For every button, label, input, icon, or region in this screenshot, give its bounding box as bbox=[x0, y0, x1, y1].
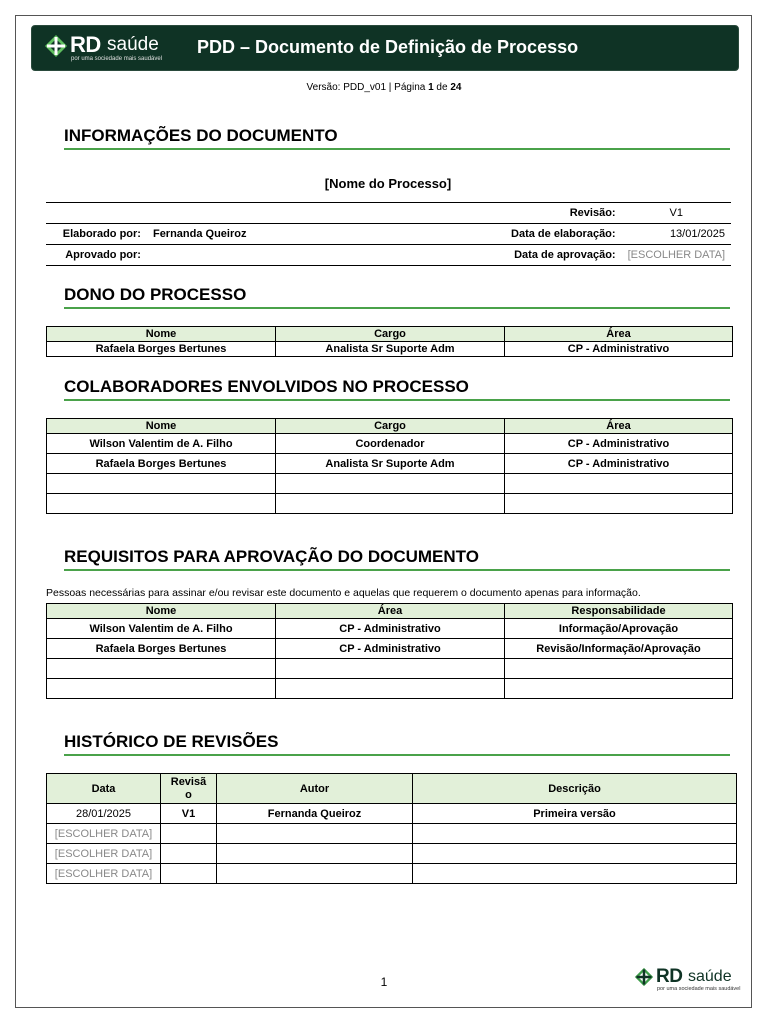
column-header: Cargo bbox=[276, 327, 505, 342]
diamond-logo-icon bbox=[44, 34, 68, 58]
section-rule bbox=[64, 399, 730, 401]
table-cell[interactable] bbox=[161, 864, 217, 884]
table-cell[interactable] bbox=[276, 494, 505, 514]
table-row bbox=[47, 342, 733, 357]
approval-date-picker[interactable]: [ESCOLHER DATA] bbox=[622, 245, 731, 266]
table-cell[interactable] bbox=[413, 824, 737, 844]
collaborators-table bbox=[46, 418, 733, 514]
table-cell[interactable] bbox=[413, 844, 737, 864]
approval-date-label: Data de aprovação: bbox=[494, 245, 622, 266]
table-cell[interactable]: Rafaela Borges Bertunes bbox=[47, 342, 276, 357]
table-cell[interactable] bbox=[47, 659, 276, 679]
table-cell[interactable] bbox=[276, 474, 505, 494]
table-cell[interactable]: CP - Administrativo bbox=[276, 639, 505, 659]
date-picker[interactable]: [ESCOLHER DATA] bbox=[47, 824, 161, 844]
process-name: [Nome do Processo] bbox=[324, 176, 452, 191]
table-cell[interactable]: Revisão/Informação/Aprovação bbox=[505, 639, 733, 659]
version-line bbox=[0, 82, 768, 93]
prepared-by-label: Elaborado por: bbox=[46, 224, 147, 245]
section-rule bbox=[64, 307, 730, 309]
table-cell[interactable] bbox=[413, 864, 737, 884]
table-row bbox=[47, 619, 733, 639]
table-cell[interactable]: Fernanda Queiroz bbox=[217, 804, 413, 824]
section-title-owner: DONO DO PROCESSO bbox=[64, 285, 247, 304]
table-row bbox=[47, 659, 733, 679]
footer-brand-logo bbox=[634, 966, 744, 994]
table-cell[interactable] bbox=[276, 679, 505, 699]
column-header: Revisã o bbox=[161, 774, 217, 804]
date-picker[interactable]: [ESCOLHER DATA] bbox=[47, 844, 161, 864]
table-cell[interactable] bbox=[505, 494, 733, 514]
column-header: Cargo bbox=[276, 419, 505, 434]
revision-value[interactable]: V1 bbox=[622, 203, 731, 224]
revision-label: Revisão: bbox=[494, 203, 622, 224]
table-row bbox=[47, 844, 737, 864]
version-middle: de bbox=[433, 82, 451, 93]
approval-table bbox=[46, 603, 733, 699]
table-cell[interactable] bbox=[276, 659, 505, 679]
owner-table bbox=[46, 326, 733, 357]
table-header-row bbox=[47, 419, 733, 434]
column-header: Área bbox=[505, 419, 733, 434]
section-rule bbox=[64, 148, 730, 150]
section-rule bbox=[64, 754, 730, 756]
table-row bbox=[47, 804, 737, 824]
current-page: 1 bbox=[428, 82, 434, 93]
table-cell[interactable]: Informação/Aprovação bbox=[505, 619, 733, 639]
approved-by-label: Aprovado por: bbox=[46, 245, 147, 266]
table-header-row bbox=[47, 604, 733, 619]
table-cell[interactable] bbox=[217, 824, 413, 844]
column-header: Data bbox=[47, 774, 161, 804]
column-header: Área bbox=[505, 327, 733, 342]
table-cell[interactable]: Rafaela Borges Bertunes bbox=[47, 639, 276, 659]
table-cell[interactable] bbox=[161, 844, 217, 864]
table-cell[interactable] bbox=[505, 659, 733, 679]
table-cell[interactable] bbox=[161, 824, 217, 844]
brand-tagline: por uma sociedade mais saudável bbox=[657, 986, 741, 992]
table-cell[interactable]: CP - Administrativo bbox=[276, 619, 505, 639]
table-row bbox=[47, 679, 733, 699]
column-header: Nome bbox=[47, 419, 276, 434]
revision-history-table bbox=[46, 773, 737, 884]
table-row bbox=[47, 494, 733, 514]
column-header: Nome bbox=[47, 604, 276, 619]
table-row bbox=[47, 824, 737, 844]
table-cell[interactable]: CP - Administrativo bbox=[505, 434, 733, 454]
table-cell[interactable]: Analista Sr Suporte Adm bbox=[276, 454, 505, 474]
table-cell[interactable]: V1 bbox=[161, 804, 217, 824]
column-header: Descrição bbox=[413, 774, 737, 804]
table-cell[interactable]: Primeira versão bbox=[413, 804, 737, 824]
brand-saude: saúde bbox=[107, 34, 159, 55]
table-cell[interactable]: Coordenador bbox=[276, 434, 505, 454]
table-cell[interactable] bbox=[217, 844, 413, 864]
table-row bbox=[46, 203, 731, 224]
approved-by-value[interactable] bbox=[147, 245, 494, 266]
diamond-logo-icon bbox=[634, 967, 654, 987]
table-row bbox=[46, 245, 731, 266]
table-row bbox=[47, 639, 733, 659]
table-header-row bbox=[47, 774, 737, 804]
table-cell[interactable] bbox=[47, 474, 276, 494]
prepared-by-value[interactable]: Fernanda Queiroz bbox=[147, 224, 494, 245]
document-title: PDD – Documento de Definição de Processo bbox=[197, 37, 579, 57]
prepared-date-label: Data de elaboração: bbox=[494, 224, 622, 245]
table-cell[interactable]: CP - Administrativo bbox=[505, 342, 733, 357]
brand-logo bbox=[44, 32, 174, 64]
column-header: Autor bbox=[217, 774, 413, 804]
brand-rd: RD bbox=[656, 966, 683, 987]
table-cell[interactable]: CP - Administrativo bbox=[505, 454, 733, 474]
document-info-table bbox=[46, 202, 731, 266]
brand-rd: RD bbox=[70, 32, 101, 57]
brand-saude: saúde bbox=[688, 968, 732, 985]
table-cell[interactable] bbox=[217, 864, 413, 884]
table-cell[interactable]: Rafaela Borges Bertunes bbox=[47, 454, 276, 474]
column-header: Responsabilidade bbox=[505, 604, 733, 619]
section-title-collaborators: COLABORADORES ENVOLVIDOS NO PROCESSO bbox=[64, 377, 469, 396]
date-picker[interactable]: [ESCOLHER DATA] bbox=[47, 864, 161, 884]
section-title-doc-info: INFORMAÇÕES DO DOCUMENTO bbox=[64, 126, 338, 145]
table-header-row bbox=[47, 327, 733, 342]
table-row bbox=[47, 864, 737, 884]
page-number: 1 bbox=[380, 975, 388, 989]
table-cell[interactable]: Wilson Valentim de A. Filho bbox=[47, 434, 276, 454]
prepared-date-value[interactable]: 13/01/2025 bbox=[622, 224, 731, 245]
table-cell[interactable]: Wilson Valentim de A. Filho bbox=[47, 619, 276, 639]
table-row bbox=[47, 434, 733, 454]
section-title-approval: REQUISITOS PARA APROVAÇÃO DO DOCUMENTO bbox=[64, 547, 479, 566]
table-cell[interactable]: Analista Sr Suporte Adm bbox=[276, 342, 505, 357]
section-rule bbox=[64, 569, 730, 571]
brand-tagline: por uma sociedade mais saudável bbox=[71, 56, 163, 62]
table-cell[interactable] bbox=[505, 679, 733, 699]
table-row bbox=[47, 474, 733, 494]
total-pages: 24 bbox=[450, 82, 462, 93]
table-row bbox=[47, 454, 733, 474]
section-title-history: HISTÓRICO DE REVISÕES bbox=[64, 732, 279, 751]
table-cell[interactable] bbox=[505, 474, 733, 494]
column-header: Área bbox=[276, 604, 505, 619]
version-prefix: Versão: PDD_v01 | Página bbox=[306, 82, 429, 93]
date-cell[interactable]: 28/01/2025 bbox=[47, 804, 161, 824]
column-header: Nome bbox=[47, 327, 276, 342]
table-cell[interactable] bbox=[47, 494, 276, 514]
table-cell[interactable] bbox=[47, 679, 276, 699]
table-row bbox=[46, 224, 731, 245]
approval-description: Pessoas necessárias para assinar e/ou revisar este documento e aquelas que requerem o documento apenas para informação. bbox=[46, 587, 641, 599]
